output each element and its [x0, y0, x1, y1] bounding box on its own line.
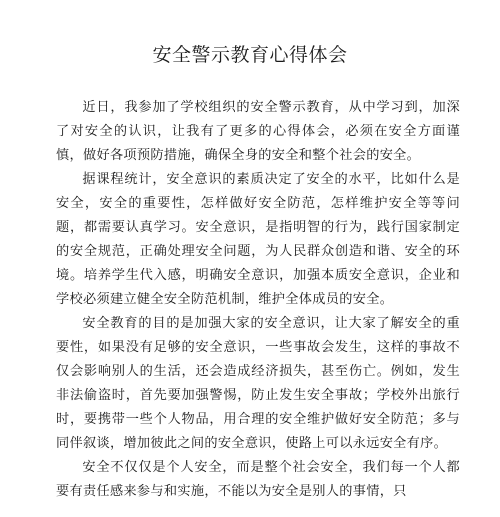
paragraph-intro: 近日，我参加了学校组织的安全警示教育，从中学习到，加深了对安全的认识，让我有了更多的心得体会，必须在安全方面谨慎，做好各项预防措施，确保全身的安全和整个社会的安全。	[56, 100, 460, 163]
document-title: 安全警示教育心得体会	[152, 44, 348, 66]
paragraph-social-safety: 安全不仅仅是个人安全，而是整个社会安全，我们每一个人都要有责任感来参与和实施，不能以为安全是别人的事情，只	[56, 460, 460, 499]
paragraph-education-purpose: 安全教育的目的是加强大家的安全意识，让大家了解安全的重要性，如果没有足够的安全意识，一些事故会发生，这样的事故不仅会影响别人的生活，还会造成经济损失，甚至伤亡。例如，发生非法偷盗时，首先要加强警惕，防止发生安全事故；学校外出旅行时，要携带一些个人物品，用合理的安全维护做好安全防范；多与同伴叙谈，增加彼此之间的安全意识，使路上可以永远安全有序。	[56, 316, 460, 451]
document-body	[56, 96, 460, 504]
paragraph-safety-awareness: 据课程统计，安全意识的素质决定了安全的水平，比如什么是安全，安全的重要性，怎样做好安全防范，怎样维护安全等等问题，都需要认真学习。安全意识，是指明智的行为，践行国家制定的安全规范，正确处理安全问题，为人民群众创造和谐、安全的环境。培养学生代入感，明确安全意识，加强本质安全意识，企业和学校必须建立健全安全防范机制，维护全体成员的安全。	[56, 172, 460, 307]
